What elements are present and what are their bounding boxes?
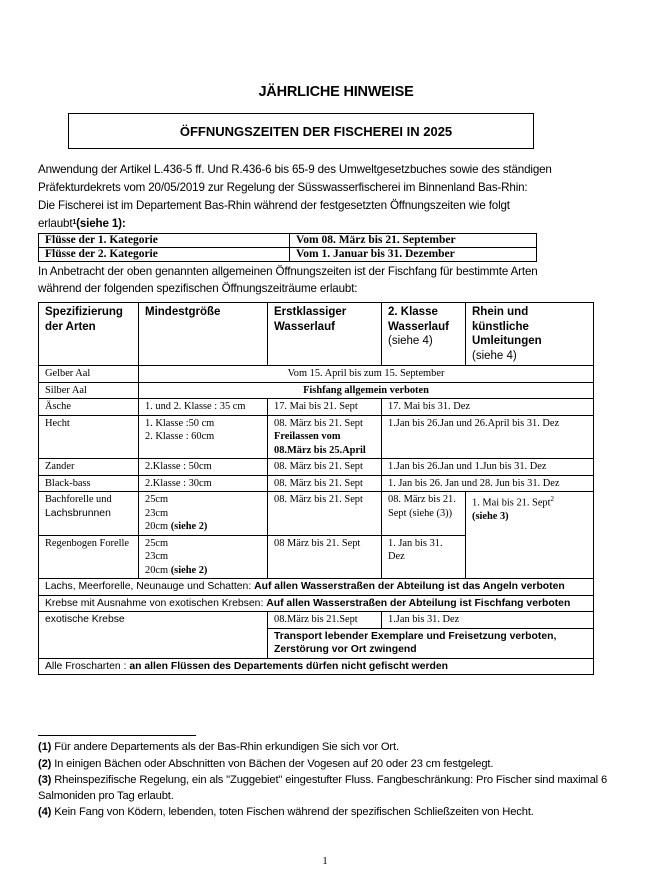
size-line xyxy=(145,520,261,534)
table-row xyxy=(39,658,594,675)
rule-cell xyxy=(39,595,594,612)
footnote xyxy=(38,740,613,756)
species-cell: Gelber Aal xyxy=(39,366,139,383)
first-class-cell: 08. März bis 21. Sept xyxy=(268,492,382,536)
footnote-ref: 2 xyxy=(550,495,555,503)
category-period: Vom 1. Januar bis 31. Dezember xyxy=(290,248,537,262)
header-note: (siehe 4) xyxy=(388,335,433,347)
first-class-cell xyxy=(268,415,382,459)
rule-text: Auf allen Wasserstraßen der Abteilung ist Fischfang verboten xyxy=(266,597,571,609)
second-class-cell: 1.Jan bis 26.Jan und 26.April bis 31. Dez xyxy=(382,415,594,459)
rhine-text: 1. Mai bis 21. Sept xyxy=(472,497,551,509)
rhine-note: (siehe 3) xyxy=(472,510,509,522)
size-line: 1. Klasse :50 cm xyxy=(145,417,215,429)
table-row xyxy=(39,248,537,262)
min-size-cell: 2.Klasse : 50cm xyxy=(139,459,268,476)
first-class-cell: 08. März bis 21. Sept xyxy=(268,475,382,492)
species-cell xyxy=(39,492,139,536)
table-row xyxy=(39,579,594,596)
size-line: 25cm xyxy=(145,494,169,505)
intro-paragraph xyxy=(38,161,608,233)
first-class-cell: 08. März bis 21. Sept xyxy=(268,459,382,476)
table-row xyxy=(39,492,594,536)
footnote-divider xyxy=(38,735,196,736)
size-line: 23cm xyxy=(145,551,169,562)
species-cell: Äsche xyxy=(39,399,139,416)
table-row xyxy=(39,612,594,629)
size-line: 25cm xyxy=(145,537,169,549)
size-line: 2. Klasse : 60cm xyxy=(145,431,215,442)
paragraph-line: In Anbetracht der oben genannten allgemeinen Öffnungszeiten ist der Fischfang für bestimmte Arten xyxy=(38,265,538,278)
note-cell: Transport lebender Exemplare und Freisetzung verboten, Zerstörung vor Ort zwingend xyxy=(268,628,594,658)
size-line xyxy=(145,564,261,578)
footnote xyxy=(38,805,613,821)
min-size-cell: 1. und 2. Klasse : 35 cm xyxy=(139,399,268,416)
footnotes xyxy=(38,740,613,822)
min-size-cell xyxy=(139,535,268,579)
footnote xyxy=(38,757,613,773)
header-min-size: Mindestgröße xyxy=(139,303,268,366)
species-cell: Zander xyxy=(39,459,139,476)
intro-ref: (siehe 1): xyxy=(76,217,126,230)
subtitle-box: ÖFFNUNGSZEITEN DER FISCHEREI IN 2025 xyxy=(68,113,534,149)
species-line: Lachsbrunnen xyxy=(45,507,111,519)
species-cell: exotische Krebse xyxy=(39,612,268,659)
second-class-cell: 08. März bis 21. Sept (siehe (3)) xyxy=(382,492,466,536)
footnote-number: (2) xyxy=(38,757,52,770)
category-table xyxy=(38,233,537,262)
species-cell: Black-bass xyxy=(39,475,139,492)
footnote-text: Für andere Departements als der Bas-Rhin erkundigen Sie sich vor Ort. xyxy=(51,741,399,753)
header-first-class: Erstklassiger Wasserlauf xyxy=(268,303,382,366)
species-cell: Regenbogen Forelle xyxy=(39,535,139,579)
size-note: (siehe 2) xyxy=(170,521,208,532)
second-class-cell: 1.Jan bis 31. Dez xyxy=(382,612,594,629)
intro-text: erlaubt xyxy=(38,217,73,230)
period-text: 08. März bis 21. Sept xyxy=(274,417,363,429)
footnote-number: (4) xyxy=(38,806,52,818)
rule-cell xyxy=(39,579,594,596)
header-note: (siehe 4) xyxy=(472,349,517,362)
intro-line: Präfekturdekrets vom 20/05/2019 zur Regelung der Süsswasserfischerei im Binnenland Bas-Rhin: xyxy=(38,181,528,194)
first-class-cell: 08.März bis 21.Sept xyxy=(268,612,382,629)
first-class-cell: 17. Mai bis 21. Sept xyxy=(268,399,382,416)
footnote-text: Kein Fang von Ködern, lebenden, toten Fischen während der spezifischen Schließzeiten von Hecht. xyxy=(51,806,534,818)
page-title: JÄHRLICHE HINWEISE xyxy=(258,84,414,100)
footnote-ref: 1 xyxy=(72,219,77,226)
page-number: 1 xyxy=(322,855,328,867)
footnote-text: Rheinspezifische Regelung, ein als "Zuggebiet" eingestufter Fluss. Fangbeschränkung: Pro Fischer sind maximal 6 Salmoniden pro Tag erlaubt. xyxy=(38,774,608,802)
header-species: Spezifizierung der Arten xyxy=(39,303,139,366)
size-text: 20cm xyxy=(145,564,169,576)
size-line: 23cm xyxy=(145,507,169,519)
footnote-number: (3) xyxy=(38,774,52,786)
paragraph-line: während der folgenden spezifischen Öffnungszeiträume erlaubt: xyxy=(38,282,358,295)
second-class-cell: 1. Jan bis 26. Jan und 28. Jun bis 31. Dez xyxy=(382,475,594,492)
table-row xyxy=(39,382,594,399)
footnote-text: In einigen Bächen oder Abschnitten von Bächen der Vogesen auf 20 oder 23 cm festgelegt. xyxy=(51,757,494,770)
min-size-cell xyxy=(139,415,268,459)
period-cell: Vom 15. April bis zum 15. September xyxy=(139,366,594,383)
table-row xyxy=(39,415,594,459)
rule-cell xyxy=(39,658,594,675)
period-cell: Fishfang allgemein verboten xyxy=(139,382,594,399)
header-rhine xyxy=(466,303,594,366)
species-cell: Hecht xyxy=(39,415,139,459)
second-class-cell: 1. Jan bis 31. Dez xyxy=(382,535,466,579)
first-class-cell: 08 März bis 21. Sept xyxy=(268,535,382,579)
footnote xyxy=(38,773,613,804)
table-row xyxy=(39,234,537,248)
header-second-class xyxy=(382,303,466,366)
min-size-cell xyxy=(139,492,268,536)
table-row xyxy=(39,399,594,416)
table-row xyxy=(39,366,594,383)
header-text: 2. Klasse Wasserlauf xyxy=(388,306,449,333)
size-text: 20cm xyxy=(145,521,169,532)
category-label: Flüsse der 1. Kategorie xyxy=(39,234,290,248)
category-period: Vom 08. März bis 21. September xyxy=(290,234,537,248)
species-line: Bachforelle und xyxy=(45,494,112,505)
table-row xyxy=(39,459,594,476)
species-table xyxy=(38,302,594,675)
header-text: Rhein und künstliche Umleitungen xyxy=(472,306,542,347)
second-class-cell: 17. Mai bis 31. Dez xyxy=(382,399,594,416)
table-row xyxy=(39,595,594,612)
rhine-cell xyxy=(466,492,594,579)
rule-text: an allen Flüssen des Departements dürfen nicht gefischt werden xyxy=(129,660,449,672)
rule-text: Auf allen Wasserstraßen der Abteilung ist das Angeln verboten xyxy=(254,581,565,592)
footnote-number: (1) xyxy=(38,741,52,753)
intro-line: Anwendung der Artikel L.436-5 ff. Und R.436-6 bis 65-9 des Umweltgesetzbuches sowie des ständigen xyxy=(38,163,552,176)
release-note: Freilassen vom 08.März bis 25.April xyxy=(274,431,366,456)
rhine-period xyxy=(472,493,587,510)
rule-label: Lachs, Meerforelle, Neunauge und Schatten: xyxy=(45,581,255,592)
second-class-cell: 1.Jan bis 26.Jan und 1.Jun bis 31. Dez xyxy=(382,459,594,476)
table-row xyxy=(39,475,594,492)
intro-line xyxy=(38,215,608,233)
intro-line: Die Fischerei ist im Departement Bas-Rhin während der festgesetzten Öffnungszeiten wie folgt xyxy=(38,199,510,212)
rule-label: Alle Froscharten : xyxy=(45,660,130,672)
rule-label: Krebse mit Ausnahme von exotischen Krebsen: xyxy=(45,597,267,609)
size-note: (siehe 2) xyxy=(170,564,208,576)
species-intro-paragraph xyxy=(38,263,608,297)
species-cell: Silber Aal xyxy=(39,382,139,399)
min-size-cell: 2.Klasse : 30cm xyxy=(139,475,268,492)
category-label: Flüsse der 2. Kategorie xyxy=(39,248,290,262)
table-header-row xyxy=(39,303,594,366)
